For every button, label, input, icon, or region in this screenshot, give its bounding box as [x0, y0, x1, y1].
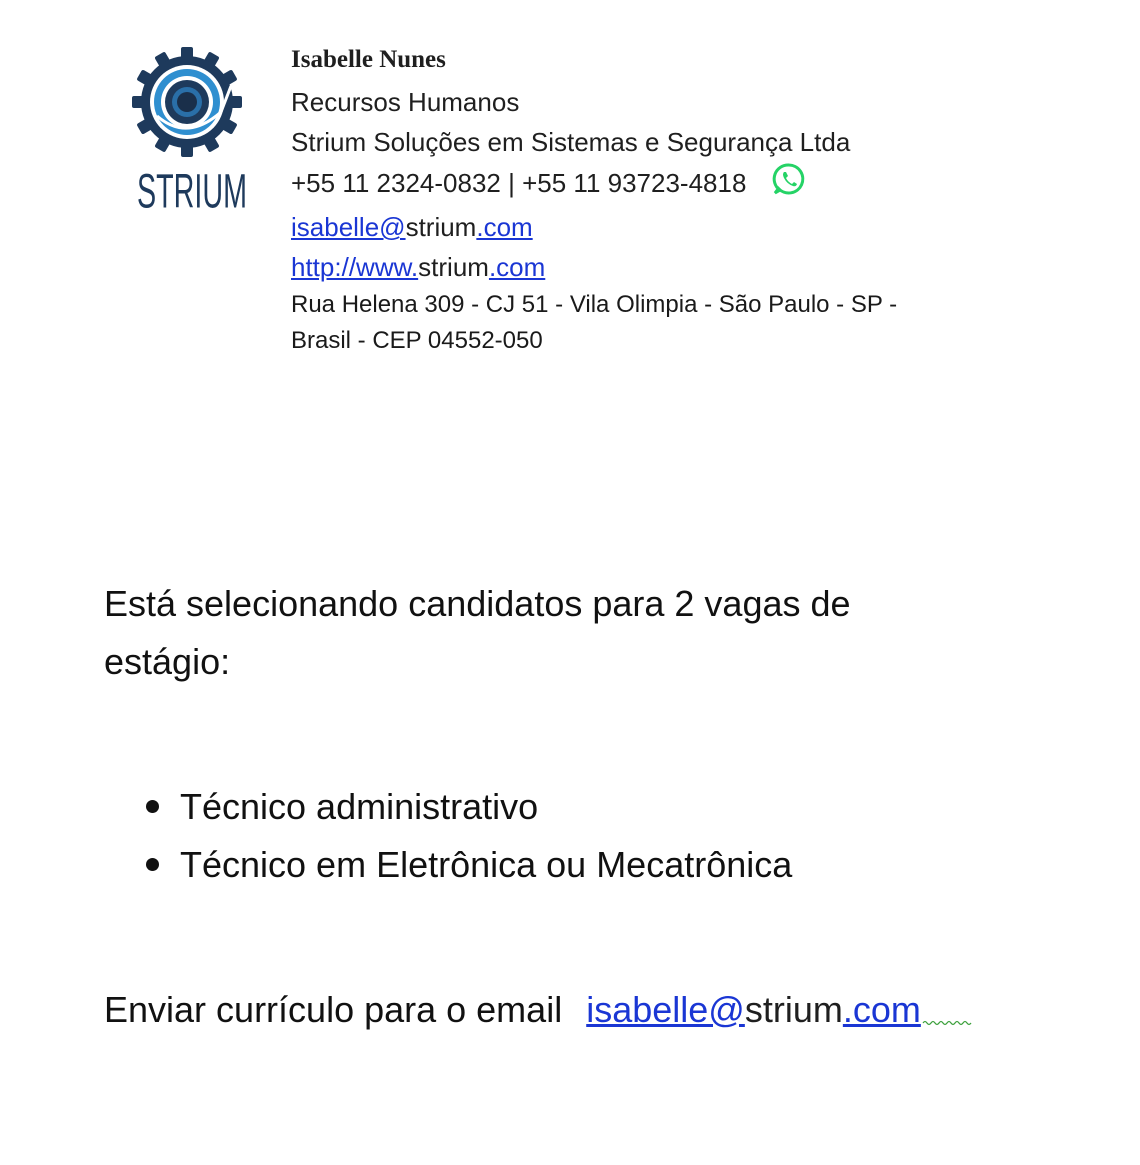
signature-company: Strium Soluções em Sistemas e Segurança Ltda — [291, 127, 851, 157]
signature-website-link[interactable] — [291, 247, 1011, 287]
signature-email-tld[interactable]: .com — [476, 212, 533, 242]
cta-email-tld[interactable]: .com — [842, 989, 921, 1030]
signature-phones: +55 11 2324-0832 | +55 11 93723-4818 — [291, 168, 747, 198]
announcement-text — [104, 575, 1004, 691]
signature-address — [291, 287, 971, 359]
signature-phone-row — [291, 162, 1011, 207]
list-item — [104, 778, 1004, 836]
spellcheck-squiggle-icon — [923, 1020, 973, 1026]
cta-email-link[interactable] — [586, 989, 921, 1030]
signature-name: Isabelle Nunes — [291, 46, 446, 73]
announcement-line1: Está selecionando candidatos para 2 vagas de — [104, 583, 851, 624]
cta-text: Enviar currículo para o email — [104, 989, 563, 1030]
announcement-line2: estágio: — [104, 641, 231, 682]
strium-gear-logo-icon — [134, 50, 252, 220]
logo-text: STRIUM — [137, 163, 247, 219]
list-item — [104, 836, 1004, 894]
signature-website-prefix[interactable]: http://www. — [291, 252, 419, 282]
signature-email-domain[interactable]: strium — [405, 212, 477, 242]
job-list — [104, 778, 1004, 894]
signature-website-domain[interactable]: strium — [418, 252, 489, 282]
signature-website-tld[interactable]: .com — [488, 252, 546, 282]
bullet-icon — [146, 800, 159, 813]
signature-email-link[interactable] — [291, 207, 1011, 247]
job-title: Técnico administrativo — [180, 786, 539, 827]
signature-address-line2: Brasil - CEP 04552-050 — [291, 327, 543, 354]
bullet-icon — [146, 858, 159, 871]
call-to-action — [104, 985, 1084, 1035]
signature-department: Recursos Humanos — [291, 87, 520, 117]
cta-email-domain[interactable]: strium — [744, 989, 843, 1030]
cta-email-user[interactable]: isabelle@ — [586, 989, 745, 1030]
strium-logo — [134, 50, 252, 220]
signature-address-line1: Rua Helena 309 - CJ 51 - Vila Olimpia - São Paulo - SP - — [291, 291, 898, 318]
whatsapp-icon[interactable] — [772, 162, 806, 207]
signature-email-user[interactable]: isabelle@ — [291, 212, 406, 242]
email-signature — [291, 44, 1011, 359]
job-title: Técnico em Eletrônica ou Mecatrônica — [180, 844, 793, 885]
